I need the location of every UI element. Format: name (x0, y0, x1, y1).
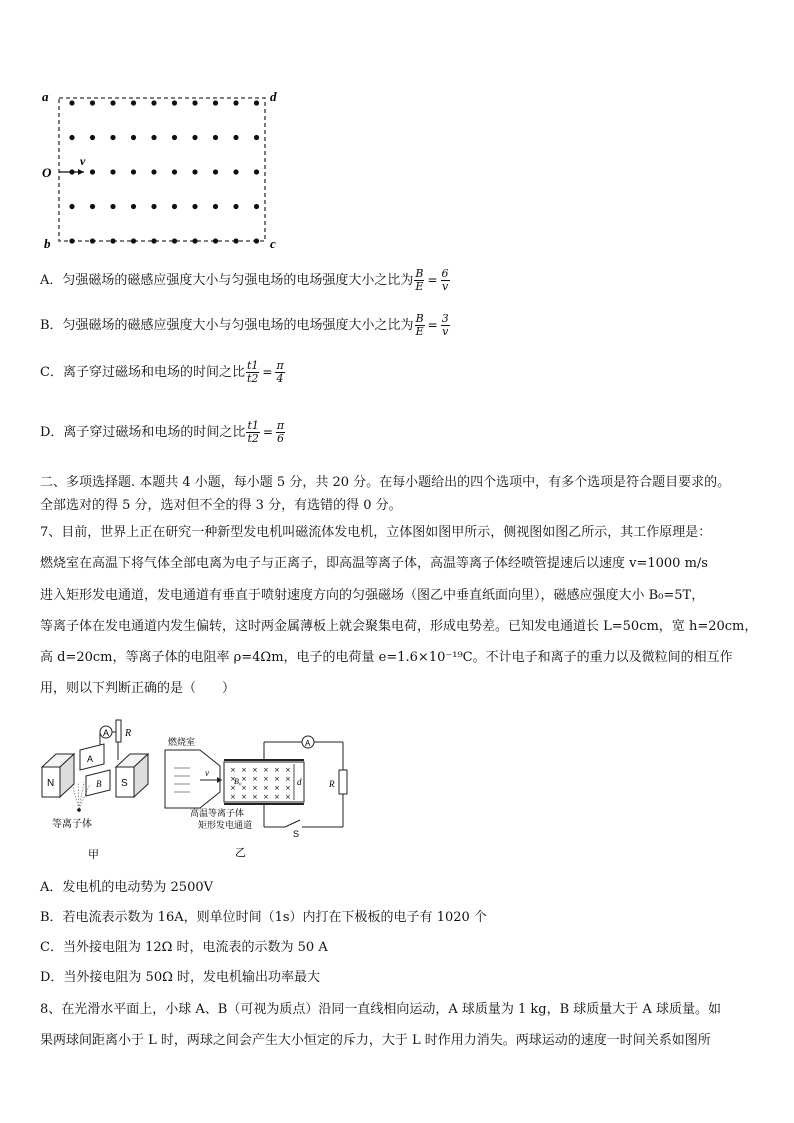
q7-stem-line6: 用，则以下判断正确的是（ ） (40, 681, 236, 696)
field-dot (151, 238, 156, 243)
svg-text:A: A (103, 728, 110, 738)
channel-label: 矩形发电通道 (198, 821, 253, 831)
q7-option-d[interactable]: D．当外接电阻为 50Ω 时，发电机输出功率最大 (40, 970, 321, 985)
generator-3d-figure (34, 712, 164, 862)
q6-option-a-text: A．匀强磁场的磁感应强度大小与匀强电场的电场强度大小之比为 (40, 273, 414, 288)
field-x-mark: × (252, 784, 258, 792)
field-x-mark: × (285, 775, 291, 783)
field-dot (213, 204, 218, 209)
q8-stem-line2: 果两球间距离小于 L 时，两球之间会产生大小恒定的斥力，大于 L 时作用力消失。两球运动的速度一时间关系如图所 (40, 1033, 711, 1048)
field-dot (110, 204, 115, 209)
section-two-instructions-line2: 全部选对的得 5 分，选对但不全的得 3 分，有选错的得 0 分。 (40, 498, 402, 513)
field-dot (213, 100, 218, 105)
field-dot (110, 238, 115, 243)
field-dot (172, 204, 177, 209)
q7-stem-line3: 进入矩形发电通道，发电通道有垂直于喷射速度方向的匀强磁场（图乙中垂直纸面向里），磁感应强度大小 B₀=5T， (40, 588, 705, 603)
svg-text:N: N (47, 778, 55, 789)
svg-text:A: A (87, 754, 94, 764)
value-fraction: $\frac{\pi}{6}$ (276, 419, 285, 445)
field-dot (233, 238, 238, 243)
field-dot (69, 204, 74, 209)
field-dot (151, 204, 156, 209)
field-dot (213, 169, 218, 174)
q6-option-c-text: C．离子穿过磁场和电场的时间之比 (40, 365, 245, 380)
corner-c-label: c (270, 236, 276, 251)
field-x-mark: × (274, 784, 280, 792)
field-x-mark: × (285, 766, 291, 774)
field-x-mark: × (285, 793, 291, 801)
svg-text:S: S (121, 778, 128, 789)
origin-label: O (42, 165, 52, 180)
field-dot (213, 238, 218, 243)
value-fraction: $\frac{\pi}{4}$ (276, 359, 284, 385)
generator-side-view-figure (160, 732, 360, 862)
field-x-mark: × (263, 784, 269, 792)
q7-stem-line4: 等离子体在发电通道内发生偏转，这时两金属薄板上就会聚集电荷，形成电势差。已知发电通道长 L=50cm，宽 h=20cm， (40, 619, 758, 634)
field-boundary (59, 98, 265, 241)
ratio-fraction: $\frac{B}{E}$ (415, 267, 424, 293)
corner-a-label: a (42, 89, 49, 104)
resistor-symbol (339, 770, 347, 794)
q7-option-c[interactable]: C．当外接电阻为 12Ω 时，电流表的示数为 50 A (40, 940, 328, 955)
q6-option-b-text: B．匀强磁场的磁感应强度大小与匀强电场的电场强度大小之比为 (40, 318, 414, 333)
field-x-mark: × (230, 766, 236, 774)
field-dot (110, 135, 115, 140)
field-dot (254, 204, 259, 209)
field-dot (131, 238, 136, 243)
field-dot (151, 169, 156, 174)
svg-text:d: d (297, 777, 302, 787)
field-x-mark: × (252, 775, 258, 783)
field-dot (192, 100, 197, 105)
field-x-mark: × (252, 766, 258, 774)
q7-stem-line2: 燃烧室在高温下将气体全部电离为电子与正离子，即高温等离子体，高温等离子体经喷管提速后以速度 v=1000 m/s (40, 556, 708, 571)
field-dot (233, 135, 238, 140)
q6-option-d-text: D．离子穿过磁场和电场的时间之比 (40, 425, 246, 440)
q6-option-b[interactable]: B．匀强磁场的磁感应强度大小与匀强电场的电场强度大小之比为 $\frac{B}{E}$ = $\frac{3}{v}$ (40, 312, 449, 338)
field-dots (69, 100, 259, 243)
svg-text:燃烧室: 燃烧室 (168, 738, 196, 748)
field-dot (90, 100, 95, 105)
field-x-mark: × (241, 775, 247, 783)
svg-text:R: R (125, 728, 132, 739)
q6-option-d[interactable]: D．离子穿过磁场和电场的时间之比 $\frac{t1}{t2}$ = $\frac{\pi}{6}$ (40, 419, 285, 445)
field-dot (172, 100, 177, 105)
field-x-mark: × (230, 793, 236, 801)
field-dot (90, 169, 95, 174)
field-dot (192, 204, 197, 209)
field-x-mark: × (274, 775, 280, 783)
field-dot (90, 204, 95, 209)
switch-symbol (285, 820, 300, 827)
field-x-mark: × (274, 793, 280, 801)
field-x-mark: × (263, 766, 269, 774)
field-dot (172, 135, 177, 140)
field-dot (192, 238, 197, 243)
svg-text:A: A (305, 739, 311, 748)
ratio-fraction: $\frac{t1}{t2}$ (247, 419, 259, 445)
field-dot (110, 100, 115, 105)
field-dot (69, 135, 74, 140)
field-dot (254, 135, 259, 140)
field-dot (172, 169, 177, 174)
field-dot (131, 169, 136, 174)
velocity-arrowhead (78, 169, 84, 175)
field-x-mark: × (230, 784, 236, 792)
velocity-label: v (80, 154, 86, 168)
field-dot (69, 100, 74, 105)
field-x-mark: × (263, 793, 269, 801)
figure-caption-yi: 乙 (235, 846, 246, 859)
field-x-mark: × (230, 775, 236, 783)
field-x-mark: × (241, 793, 247, 801)
field-dot (151, 100, 156, 105)
svg-text:v: v (205, 768, 209, 778)
field-dot (233, 204, 238, 209)
plasma-label: 高温等离子体 (190, 809, 245, 819)
value-fraction: $\frac{3}{v}$ (441, 312, 449, 338)
field-dot (233, 100, 238, 105)
field-dot (254, 169, 259, 174)
field-region-figure (38, 86, 288, 252)
q6-option-c[interactable]: C．离子穿过磁场和电场的时间之比 $\frac{t1}{t2}$ = $\frac{\pi}{4}$ (40, 359, 284, 385)
svg-text:B: B (96, 779, 102, 789)
field-x-mark: × (241, 784, 247, 792)
field-dot (110, 169, 115, 174)
q7-option-a[interactable]: A．发电机的电动势为 2500V (40, 880, 213, 895)
field-dot (254, 100, 259, 105)
field-dot (151, 135, 156, 140)
field-dot (213, 135, 218, 140)
field-x-mark: × (263, 775, 269, 783)
figure-caption-jia: 甲 (88, 848, 99, 861)
svg-text:S: S (293, 829, 300, 839)
field-dot (192, 135, 197, 140)
q7-option-b[interactable]: B．若电流表示数为 16A，则单位时间（1s）内打在下极板的电子有 1020 个 (40, 910, 487, 925)
field-dot (90, 238, 95, 243)
svg-text:R: R (329, 779, 335, 789)
q8-stem-line1: 8、在光滑水平面上，小球 A、B（可视为质点）沿同一直线相向运动，A 球质量为 1 kg，B 球质量大于 A 球质量。如 (40, 1002, 721, 1017)
ratio-fraction: $\frac{t1}{t2}$ (246, 359, 259, 385)
ratio-fraction: $\frac{B}{E}$ (415, 312, 424, 338)
corner-d-label: d (270, 89, 277, 104)
field-x-mark: × (285, 784, 291, 792)
field-dot (131, 204, 136, 209)
corner-b-label: b (44, 236, 51, 251)
field-dot (69, 238, 74, 243)
field-dot (192, 169, 197, 174)
svg-text:B₀: B₀ (234, 777, 242, 786)
value-fraction: $\frac{6}{v}$ (441, 267, 449, 293)
section-two-instructions-line1: 二、多项选择题. 本题共 4 小题，每小题 5 分，共 20 分。在每小题给出的四个选项中，有多个选项是符合题目要求的。 (40, 475, 731, 490)
field-x-mark: × (241, 766, 247, 774)
resistor-symbol (116, 720, 121, 742)
q6-option-a[interactable]: A．匀强磁场的磁感应强度大小与匀强电场的电场强度大小之比为 $\frac{B}{E}$ = $\frac{6}{v}$ (40, 267, 449, 293)
combustion-chamber (165, 750, 220, 808)
field-dot (131, 135, 136, 140)
field-dot (90, 135, 95, 140)
field-x-mark: × (274, 766, 280, 774)
field-x-mark: × (252, 793, 258, 801)
plasma-label: 等离子体 (52, 819, 92, 830)
field-dot (172, 238, 177, 243)
field-dot (254, 238, 259, 243)
q7-stem-line5: 高 d=20cm，等离子体的电阻率 ρ=4Ωm，电子的电荷量 e=1.6×10⁻¹⁹C。不计电子和离子的重力以及微粒间的相互作 (40, 650, 733, 665)
field-dot (131, 100, 136, 105)
q7-stem-line1: 7、目前，世界上正在研究一种新型发电机叫磁流体发电机，立体图如图甲所示，侧视图如图乙所示，其工作原理是： (40, 525, 712, 540)
field-dot (233, 169, 238, 174)
